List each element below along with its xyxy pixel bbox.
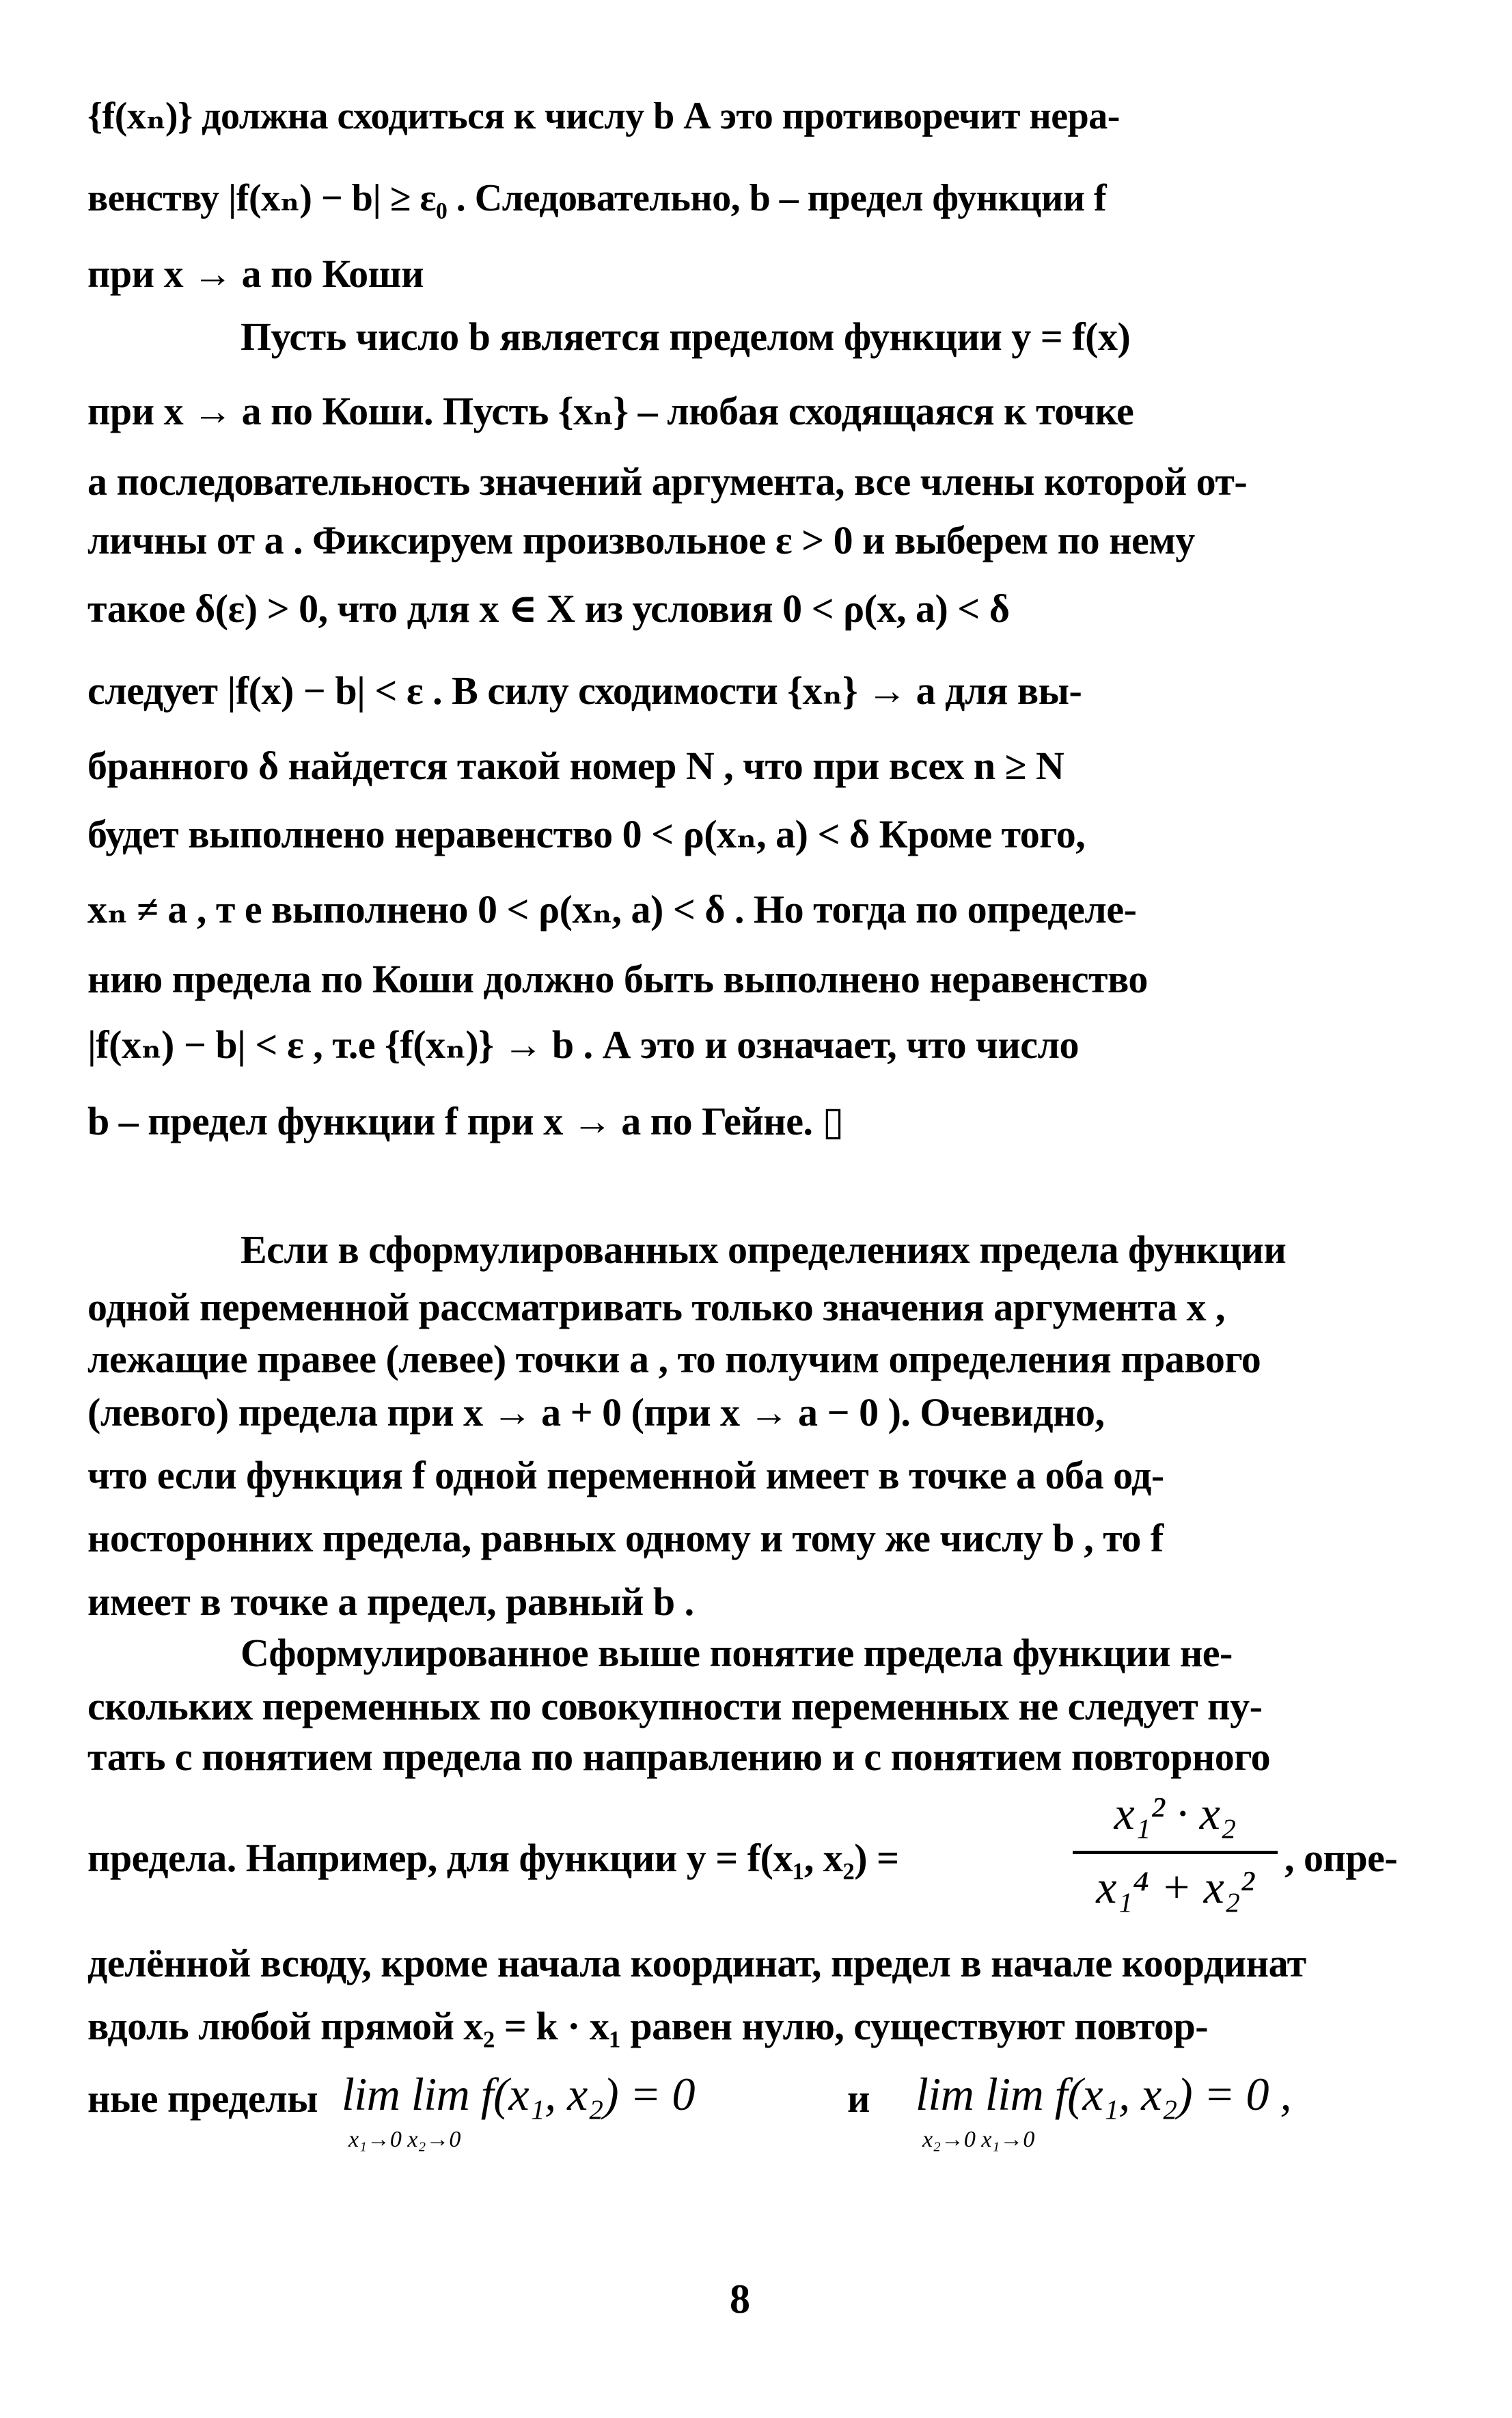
text-line: Пусть число b является пределом функции y = f(x)	[240, 314, 1131, 359]
text-line: делённой всюду, кроме начала координат, предел в начале координат	[87, 1941, 1306, 1985]
fraction-denominator: x₁⁴ + x₂²	[1096, 1861, 1254, 1913]
limit-expression-2: lim lim f(x₁, x₂) = 0 ,	[916, 2068, 1291, 2120]
text-line: нию предела по Коши должно быть выполнено неравенство	[87, 957, 1148, 1001]
text-line: при x → a по Коши	[87, 252, 424, 296]
limit-expression-1: lim lim f(x₁, x₂) = 0	[342, 2068, 695, 2120]
fraction-bar	[1073, 1851, 1278, 1854]
text-line: Сформулированное выше понятие предела функции не-	[240, 1631, 1233, 1675]
text-line: вдоль любой прямой x₂ = k · x₁ равен нулю, существуют повтор-	[87, 2004, 1209, 2048]
text-line: |f(xₙ) − b| < ε , т.е {f(xₙ)} → b . А это и означает, что число	[87, 1022, 1080, 1067]
limit-subscript-1: x₁→0 x₂→0	[348, 2127, 461, 2152]
text-line: , опре-	[1284, 1836, 1398, 1880]
text-line: b – предел функции f при x → a по Гейне. ▯	[87, 1099, 844, 1143]
text-line: и	[847, 2076, 870, 2121]
text-line: (левого) предела при x → a + 0 (при x → a − 0 ). Очевидно,	[87, 1390, 1105, 1435]
text-line: предела. Например, для функции y = f(x₁, x₂) =	[87, 1836, 899, 1880]
page-number: 8	[730, 2277, 750, 2322]
text-line: при x → a по Коши. Пусть {xₙ} – любая сходящаяся к точке	[87, 389, 1134, 433]
text-line: такое δ(ε) > 0, что для x ∈ X из условия 0 < ρ(x, a) < δ	[87, 586, 1010, 631]
text-line: xₙ ≠ a , т е выполнено 0 < ρ(xₙ, a) < δ . Но тогда по определе-	[87, 887, 1137, 932]
text-line: венству |f(xₙ) − b| ≥ ε₀ . Следовательно, b – предел функции f	[87, 177, 1107, 219]
text-line: одной переменной рассматривать только значения аргумента x ,	[87, 1285, 1225, 1329]
text-line: ные пределы	[87, 2076, 318, 2121]
text-line: скольких переменных по совокупности переменных не следует пу-	[87, 1684, 1263, 1728]
text-line: {f(xₙ)} должна сходиться к числу b А это противоречит нера-	[87, 95, 1120, 137]
text-line: лежащие правее (левее) точки a , то получим определения правого	[87, 1337, 1261, 1381]
text-line: Если в сформулированных определениях предела функции	[240, 1227, 1287, 1272]
text-line: бранного δ найдется такой номер N , что при всех n ≥ N	[87, 744, 1064, 788]
text-line: тать с понятием предела по направлению и с понятием повторного	[87, 1735, 1271, 1779]
text-line: личны от a . Фиксируем произвольное ε > 0 и выберем по нему	[87, 518, 1195, 562]
fraction-numerator: x₁² · x₂	[1114, 1787, 1237, 1839]
text-line: носторонних предела, равных одному и тому же числу b , то f	[87, 1516, 1164, 1560]
text-line: a последовательность значений аргумента, все члены которой от-	[87, 459, 1248, 504]
text-line: имеет в точке a предел, равный b .	[87, 1579, 694, 1624]
limit-subscript-2: x₂→0 x₁→0	[922, 2127, 1035, 2152]
text-line: что если функция f одной переменной имеет в точке a оба од-	[87, 1453, 1164, 1497]
text-line: будет выполнено неравенство 0 < ρ(xₙ, a) < δ Кроме того,	[87, 812, 1086, 856]
text-line: следует |f(x) − b| < ε . В силу сходимости {xₙ} → a для вы-	[87, 668, 1082, 713]
